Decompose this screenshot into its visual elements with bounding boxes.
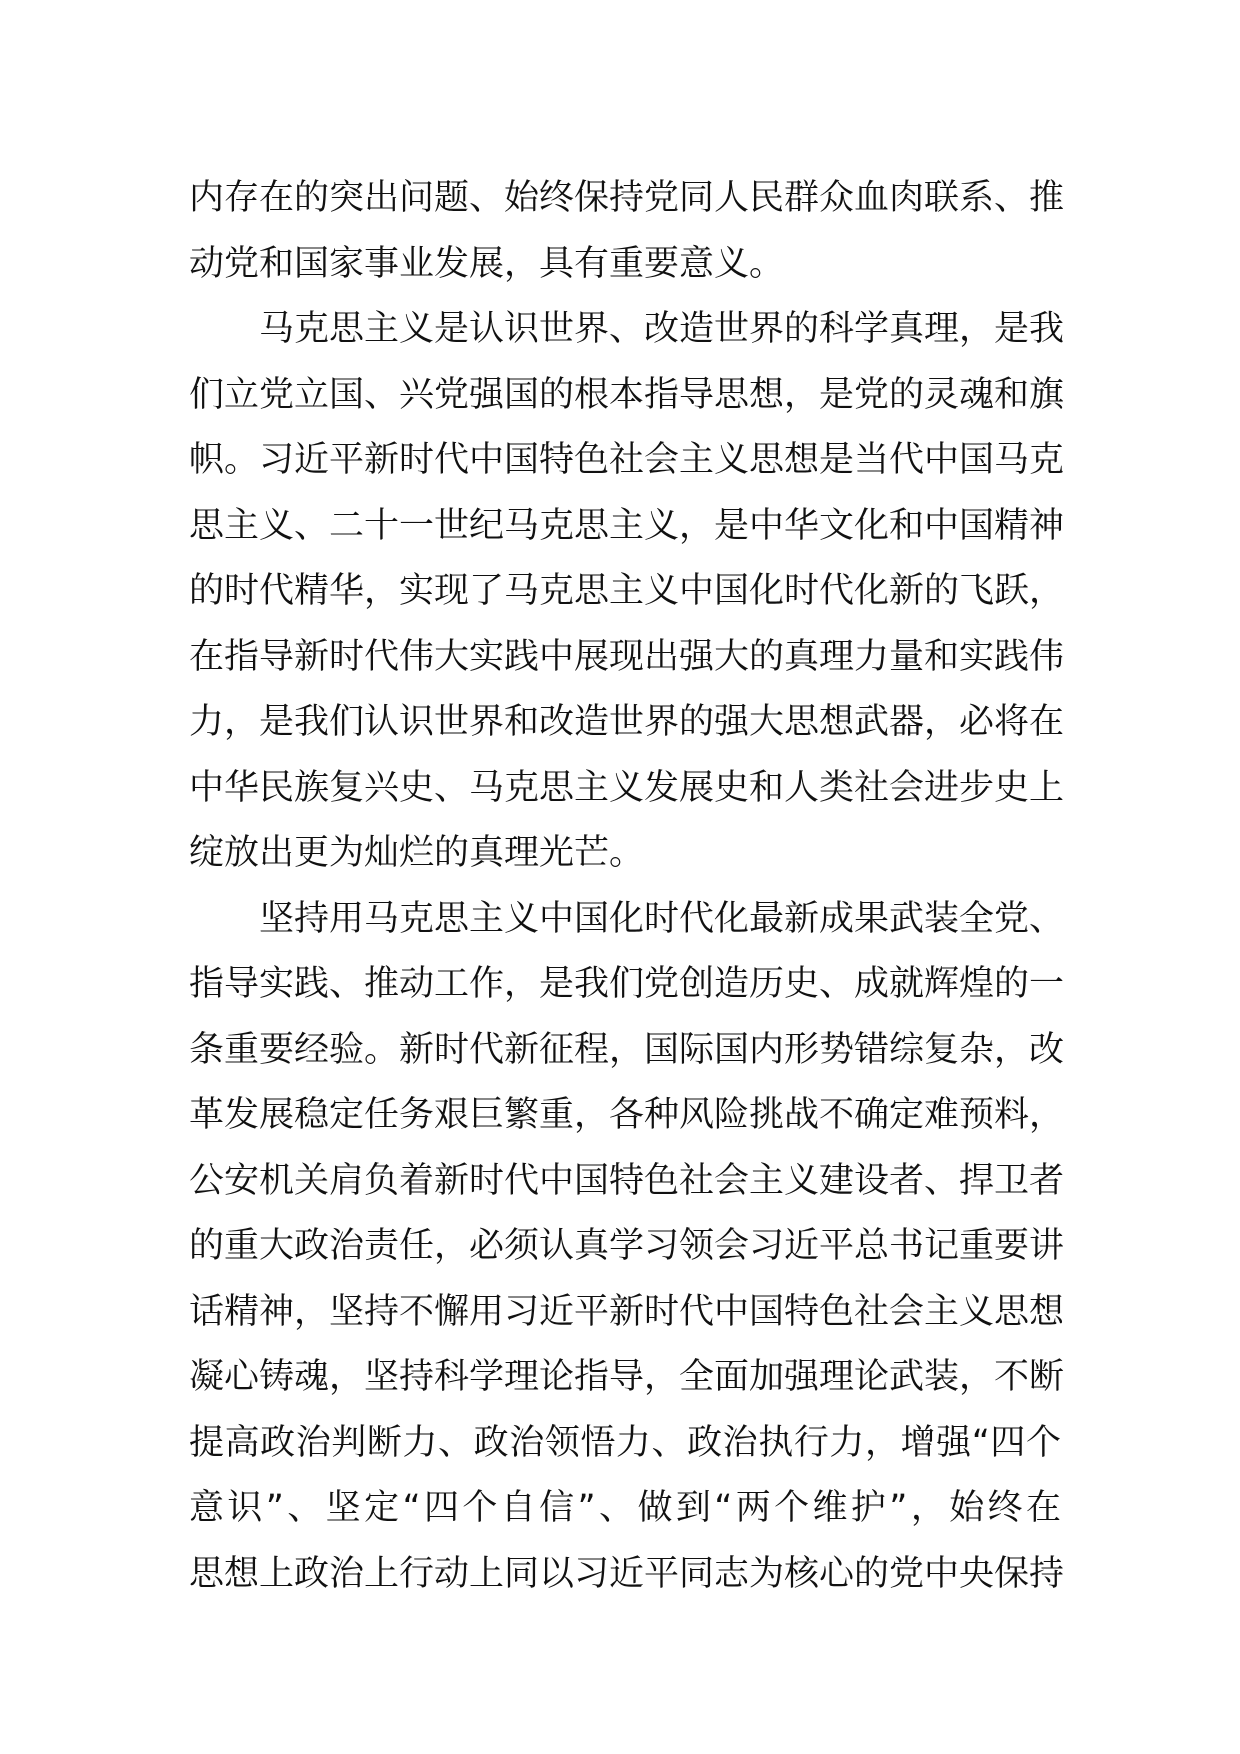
text-line: 的时代精华，实现了马克思主义中国化时代化新的飞跃， (189, 571, 1065, 611)
text-line: 中华民族复兴史、马克思主义发展史和人类社会进步史上 (189, 767, 1065, 808)
text-line: 革发展稳定任务艰巨繁重，各种风险挑战不确定难预料， (189, 1095, 1065, 1135)
text-line: 坚持用马克思主义中国化时代化最新成果武装全党、 (259, 898, 1065, 939)
text-line: 马克思主义是认识世界、改造世界的科学真理，是我 (259, 309, 1065, 349)
text-line: 的重大政治责任，必须认真学习领会习近平总书记重要讲 (189, 1226, 1065, 1266)
text-line: 动党和国家事业发展，具有重要意义。 (189, 243, 785, 284)
text-line: 在指导新时代伟大实践中展现出强大的真理力量和实践伟 (189, 636, 1065, 677)
text-line: 凝心铸魂，坚持科学理论指导，全面加强理论武装，不断 (189, 1357, 1065, 1397)
text-line: 内存在的突出问题、始终保持党同人民群众血肉联系、推 (189, 178, 1065, 218)
text-line: 话精神，坚持不懈用习近平新时代中国特色社会主义思想 (189, 1291, 1065, 1332)
text-line: 意识”、坚定“四个自信”、做到“两个维护”，始终在 (189, 1488, 1061, 1528)
text-line: 帜。习近平新时代中国特色社会主义思想是当代中国马克 (189, 440, 1065, 480)
text-line: 条重要经验。新时代新征程，国际国内形势错综复杂，改 (189, 1029, 1065, 1070)
text-line: 思主义、二十一世纪马克思主义，是中华文化和中国精神 (189, 505, 1065, 546)
text-line: 绽放出更为灿烂的真理光芒。 (189, 833, 645, 873)
text-line: 提高政治判断力、政治领悟力、政治执行力，增强“四个 (189, 1422, 1061, 1463)
document-body-text (189, 166, 1065, 1607)
text-line: 力，是我们认识世界和改造世界的强大思想武器，必将在 (189, 702, 1065, 742)
text-line: 们立党立国、兴党强国的根本指导思想，是党的灵魂和旗 (189, 374, 1065, 415)
text-line: 指导实践、推动工作，是我们党创造历史、成就辉煌的一 (189, 964, 1065, 1004)
text-line: 思想上政治上行动上同以习近平同志为核心的党中央保持 (189, 1553, 1065, 1594)
text-line: 公安机关肩负着新时代中国特色社会主义建设者、捍卫者 (189, 1160, 1065, 1201)
